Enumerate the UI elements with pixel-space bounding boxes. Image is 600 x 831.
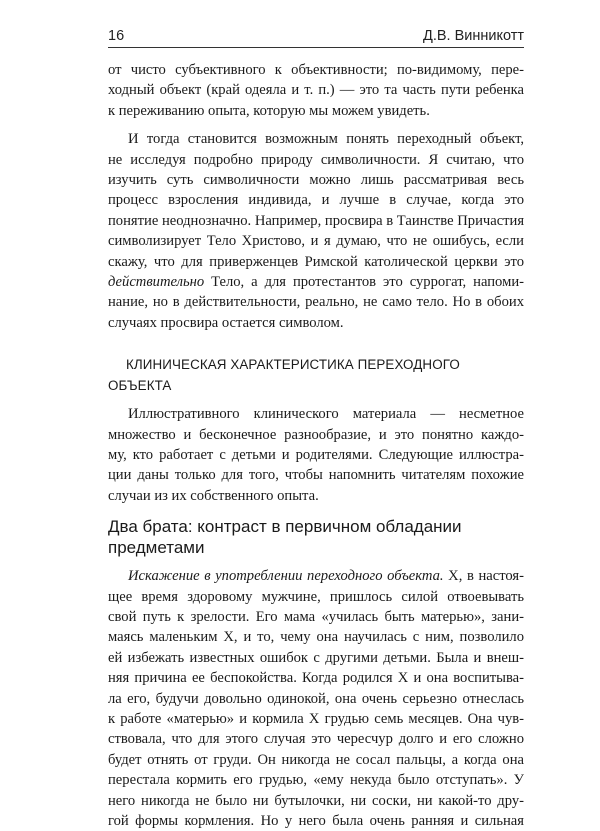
header-rule bbox=[108, 47, 524, 48]
text-line: Иллюстративного клинического материала — несметное bbox=[128, 406, 524, 423]
text-line: маясь маленьким X, и то, чему она научилась с ним, позволило bbox=[108, 629, 524, 646]
subheading-line: предметами bbox=[108, 538, 205, 558]
text-line: гой формы кормления. Но у него была очень ранняя и сильная bbox=[108, 813, 524, 829]
lead-italic: Искажение в употреблении переходного объекта. bbox=[128, 568, 444, 585]
subheading bbox=[108, 516, 524, 558]
paragraph-1 bbox=[108, 60, 524, 121]
text-line: случаях просвира остается символом. bbox=[108, 314, 344, 331]
subheading-line: Два брата: контраст в первичном обладании bbox=[108, 517, 462, 537]
text-line: действительно Тело, а для протестантов это суррогат, напоми- bbox=[108, 274, 524, 291]
text-line: не исследуя подробно природу символичности. Я считаю, что bbox=[108, 151, 524, 168]
page-number: 16 bbox=[108, 28, 125, 44]
text-line: ствовала, что для этого случая это чересчур долго и его сложно bbox=[108, 731, 524, 748]
text-line: ла его, будучи довольно одинокой, она очень серьезно отнеслась bbox=[108, 690, 524, 707]
text-line: скажу, что для приверженцев Римской католической церкви это bbox=[108, 253, 524, 270]
text-line: случаи из их собственного опыта. bbox=[108, 487, 319, 504]
paragraph-4 bbox=[108, 566, 524, 831]
text-line: свой путь к зрелости. Его мама «училась быть матерью», зани- bbox=[108, 608, 524, 625]
emphasis-text: действительно bbox=[108, 274, 205, 291]
text-line: Искажение в употреблении переходного объекта. X, в настоя- bbox=[128, 568, 524, 585]
text-line: процесс взросления индивида, и лучше в случае, когда это bbox=[108, 192, 524, 209]
text-line: него никогда не было ни бутылочки, ни соски, ни какой-то дру- bbox=[108, 792, 524, 809]
text-line: понятие неоднозначно. Например, просвира в Таинстве Причастия bbox=[108, 212, 524, 229]
body-text bbox=[108, 60, 524, 831]
running-header bbox=[108, 20, 524, 44]
running-head-author: Д.В. Винникотт bbox=[423, 28, 524, 44]
text-line: к переживанию опыта, которую мы можем увидеть. bbox=[108, 102, 430, 119]
text-line: к работе «матерью» и кормила X грудью семь месяцев. Она чув- bbox=[108, 710, 524, 727]
text-line: ходный объект (край одеяла и т. п.) — это та часть пути ребенка bbox=[108, 82, 524, 99]
text-line: нание, но в действительности, реально, не само тело. Но в обоих bbox=[108, 294, 524, 311]
paragraph-2 bbox=[108, 129, 524, 333]
text-line: И тогда становится возможным понять переходный объект, bbox=[128, 131, 524, 148]
text-line: няя причина ее беспокойства. Когда родился X и она воспитыва- bbox=[108, 670, 524, 687]
text-line: будет отнять от груди. Он никогда не сосал пальцы, а когда она bbox=[108, 751, 524, 768]
text-line: символизирует Тело Христово, и я думаю, что не ошибусь, если bbox=[108, 233, 524, 250]
text-line: множество и бесконечное разнообразие, и это понятно каждо- bbox=[108, 426, 524, 443]
text-line: от чисто субъективного к объективности; по-видимому, пере- bbox=[108, 62, 524, 78]
text-line: ей избежать известных ошибок с другими детьми. Была и внеш- bbox=[108, 649, 524, 666]
text-line: изучить суть символичности можно лишь рассматривая весь bbox=[108, 172, 524, 189]
section-heading: КЛИНИЧЕСКАЯ ХАРАКТЕРИСТИКА ПЕРЕХОДНОГО ОБЪЕКТА bbox=[108, 357, 460, 393]
paragraph-3 bbox=[108, 404, 524, 506]
text-line: му, кто работает с детьми и родителями. Следующие иллюстра- bbox=[108, 446, 524, 463]
text-line: щее время здоровому мужчине, пришлось силой отвоевывать bbox=[108, 588, 524, 605]
text-line: ции даны только для того, чтобы напомнить читателям похожие bbox=[108, 467, 524, 484]
text-line: перестала кормить его грудью, «ему некуда было отступать». У bbox=[108, 772, 524, 789]
